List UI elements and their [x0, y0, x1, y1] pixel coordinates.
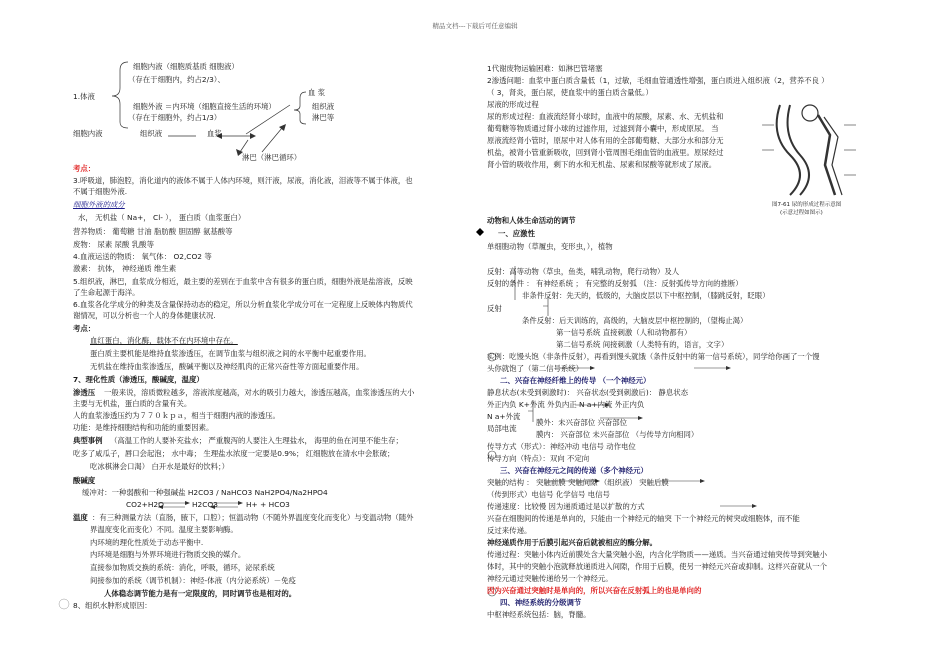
text-line: 直接参加物质交换的系统：消化，呼吸，循环，泌尿系统 — [90, 563, 275, 572]
text-line: 5.组织液，淋巴，血浆成分相近，最主要的差别在于血浆中含有很多的蛋白质，细胞外液是盐溶液，反映 — [73, 277, 413, 286]
text-line: 尿液的形成过程 — [487, 100, 539, 109]
text-line: 营养物质： 葡萄糖 甘油 脂肪酸 胆固醇 氨基酸等 — [73, 227, 233, 236]
text-line: 内环境的理化性质处于动态平衡中. — [90, 538, 204, 547]
text-line: 头你就饱了（第二信号系统） — [487, 364, 584, 373]
text-line: 吃多了咸瓜子，唇口会起泡； 水中毒； 生理盐水浓度一定要是0.9%； 红细胞放在清水中会胀破； — [73, 449, 395, 458]
figure-caption: 图7-61 尿的形成过程示意图 — [772, 202, 842, 208]
text-line: 局部电流 — [487, 424, 517, 433]
text-line: （高温工作的人要补充盐水； 严重腹泻的人要注入生理盐水， 海里的鱼在河里不能生存； — [110, 436, 403, 445]
text-line: 细胞内液 — [73, 129, 103, 138]
text-line: 传导方向（特点）：双向 不定向 — [487, 454, 590, 463]
text-line: 蛋白质主要机能是维持血浆渗透压，在调节血浆与组织液之间的水平衡中起重要作用。 — [90, 349, 371, 358]
text-line: 人的血浆渗透压约为７７０ｋｐａ，相当于细胞内液的渗透压。 — [73, 411, 280, 420]
text-line: 神经元通过突触传递给另一个神经元。 — [487, 574, 613, 583]
text-line: 中枢神经系统包括：脑，脊髓。 — [487, 610, 591, 619]
section-heading: 考点： — [73, 324, 96, 333]
text-line: 了生命起源于海洋。 — [73, 288, 140, 297]
text-line: 1.体液 — [73, 92, 95, 101]
text-line: 反射：高等动物（草虫，鱼类，哺乳动物，爬行动物）及人 — [487, 267, 680, 276]
section-heading: 二、兴奋在神经纤维上的传导 （一个神经元） — [500, 376, 651, 385]
section-heading: 一、应激性 — [498, 229, 535, 238]
text-line: 吃冰棋淋会口渴） 白开水是最好的饮料；） — [90, 462, 230, 471]
text-line: 谢情况，可以分析也一个人的身体健康状况. — [73, 311, 216, 320]
highlight-line: 因为兴奋通过突触时是单向的，所以兴奋在反射弧上的也是单向的 — [487, 586, 702, 595]
text-line: 8、组织水肿形成原因： — [73, 601, 152, 610]
text-line: 实例：吃馒头饱（非条件反射），再看到馒头就饿（条件反射中的第一信号系统），同学给你画了一个馒 — [487, 352, 820, 361]
text-line: 第一信号系统 直接刺激（人和动物都有） — [556, 328, 692, 337]
text-line: 静息状态(未受到刺激时)： 兴奋状态(受到刺激后)： 静息状态 — [487, 388, 689, 397]
term-label: 渗透压 — [73, 388, 96, 397]
text-line: 细胞内液（细胞质基质 细胞液） — [133, 62, 239, 71]
text-line: 水， 无机盐（ Na+， Cl- ）， 蛋白质（血浆蛋白） — [78, 213, 246, 222]
text-line: 血浆 — [207, 129, 222, 138]
equation-term: CO2+H2O — [126, 500, 164, 509]
text-line: 反射 — [487, 304, 502, 313]
text-line: 第二信号系统 间接刺激（人类特有的，语言，文字） — [556, 340, 729, 349]
text-line: 间接参加的系统（调节机制）：神经-体液（内分泌系统）－免疫 — [90, 576, 296, 585]
text-line: 单细胞动物（草履虫，变形虫，），植物 — [487, 242, 613, 251]
text-line: 1代谢废物运输困难：如淋巴管堵塞 — [487, 64, 603, 73]
text-line: 肾小管的吸收作用，剩下的水和无机盐、尿素和尿酸等就形成了尿液。 — [487, 160, 717, 169]
text-line: 尿的形成过程：血液流经肾小球时，血液中的尿酸，尿素、水、无机盐和 — [487, 112, 724, 121]
text-line: 不属于细胞外液. — [73, 187, 128, 196]
text-line: 机盐，被肾小管重新吸收，回到肾小管周围毛细血管的血液里。原尿经过 — [487, 148, 724, 157]
text-line: （传到形式）电信号 化学信号 电信号 — [487, 490, 610, 499]
section-heading: 考点： — [73, 164, 96, 173]
text-line: 膜内： 兴奋部位 未兴奋部位 （与传导方向相同） — [536, 430, 699, 439]
equation-term: H2CO3 — [192, 500, 218, 509]
page-header: 精品文档---下载后可任意编辑 — [432, 22, 518, 30]
text-line: 废物： 尿素 尿酸 乳酸等 — [73, 240, 154, 249]
text-line: 血 浆 — [308, 88, 326, 97]
section-heading: 细胞外液的成分 — [73, 200, 125, 209]
text-line: 无机盐在维持血浆渗透压，酸碱平衡以及神经肌肉的正常兴奋性等方面起重要作用。 — [90, 362, 364, 371]
text-line: 膜外：未兴奋部位 兴奋部位 — [536, 418, 628, 427]
text-line: （ 3，肾炎，蛋白尿，使血浆中的蛋白质含量低。） — [487, 88, 653, 97]
term-label: 典型事例 — [73, 436, 103, 445]
text-line: N a+外流 — [487, 412, 521, 421]
text-line: 血红蛋白，消化酶，载体不在内环境中存在。 — [90, 336, 238, 345]
text-line: 淋巴（淋巴循环） — [242, 153, 302, 162]
section-heading: 三、兴奋在神经元之间的传递（多个神经元） — [500, 466, 648, 475]
text-line: 淋巴等 — [312, 113, 335, 122]
text-line: 一般来说，溶质微粒越多，溶液浓度越高，对水的吸引力越大，渗透压越高，血浆渗透压的大小 — [104, 388, 415, 397]
figure-caption: (示意过程如图示) — [780, 210, 823, 216]
text-line: 传递速度：比较慢 因为递质通过是以扩散的方式 — [487, 502, 645, 511]
term-label: 酸碱度 — [73, 476, 96, 485]
text-line: 4.血液运送的物质： 氧气体： O2,CO2 等 — [73, 252, 212, 261]
text-line: 6.血浆各化学成分的种类及含量保持动态的稳定，所以分析血浆化学成分可在一定程度上反映体内物质代 — [73, 300, 413, 309]
text-line: 传递过程：突触小体内近前膜处含大量突触小泡，内含化学物质——递质。当兴奋通过轴突传导到突触小 — [487, 550, 827, 559]
text-line: 细胞外液 ＝内环境（细胞直接生活的环境） — [133, 102, 276, 111]
equation-term: H+ + HCO3 — [246, 500, 290, 509]
text-line: 反过来传递。 — [487, 526, 532, 535]
text-line: 2渗透问题：血浆中蛋白质含量低（1，过敏，毛细血管通透性增强，蛋白质进入组织液（2，营养不良 ） — [487, 76, 829, 85]
text-line: 人体稳态调节能力是有一定限度的，同时调节也是相对的。 — [104, 589, 297, 598]
text-line: 原液流经肾小管时，原尿中对人体有用的全部葡萄糖、大部分水和部分无 — [487, 136, 724, 145]
text-line: 外正内负 K+外流 外负内正 N a+内流 外正内负 — [487, 400, 645, 409]
section-heading: 7、理化性质（渗透压，酸碱度，温度） — [73, 375, 204, 384]
text-line: ：有三种测量方法（直肠，腋下，口腔）；恒温动物（不随外界温度变化而变化）与变温动物（随外 — [92, 513, 414, 522]
text-line: 激素： 抗体， 神经递质 维生素 — [73, 264, 177, 273]
text-line: 神经递质作用于后膜引起兴奋后就被相应的酶分解。 — [487, 538, 657, 547]
section-heading: 四、神经系统的分级调节 — [500, 598, 582, 607]
text-line: 突触的结构 ： 突触前膜 突触间隙 （组织液） 突触后膜 — [487, 478, 669, 487]
text-line: 非条件反射：先天的，低级的，大脑皮层以下中枢控制，（膝跳反射，眨眼） — [522, 291, 770, 300]
text-line: 界温度变化而变化）不同。温度主要影响酶。 — [90, 525, 238, 534]
text-line: 条件反射：后天训练的，高级的，大脑皮层中枢控制的，（望梅止渴） — [522, 316, 748, 325]
text-line: 反射的条件 ： 有神经系统 ； 有完整的反射弧 （注：反射弧传导方向的推断） — [487, 279, 743, 288]
text-line: 功能：是维持细胞结构和功能的重要因素。 — [73, 423, 214, 432]
text-line: 葡萄糖等物质通过肾小球的过滤作用，过滤到肾小囊中，形成原尿。 当 — [487, 124, 719, 133]
text-line: 传导方式（形式）：神经冲动 电信号 动作电位 — [487, 442, 636, 451]
text-line: 缓冲对：一种弱酸和一种强碱盐 H2CO3 / NaHCO3 NaH2PO4/Na2HPO4 — [82, 488, 328, 497]
text-line: 体时，其中的突触小泡就释放递质进入间隙，作用于后膜，使另一神经元兴奋或抑制。这样兴奋就从一个 — [487, 562, 827, 571]
term-label: 温度 — [73, 513, 88, 522]
section-heading: 动物和人体生命活动的调节 — [487, 216, 576, 225]
text-line: 组织液 — [312, 102, 335, 111]
text-line: （存在于细胞外，约占1/3） — [128, 113, 222, 122]
text-line: 组织液 — [140, 129, 163, 138]
text-line: 3.呼吸道，肺泡腔，消化道内的液体不属于人体内环境，则汗液，尿液，消化液，泪液等不属于体液，也 — [73, 176, 413, 185]
text-line: 主要与无机盐，蛋白质的含量有关。 — [73, 399, 192, 408]
text-line: 内环境是细胞与外界环境进行物质交换的媒介。 — [90, 550, 246, 559]
text-line: 兴奋在细胞间的传递是单向的，只能由一个神经元的轴突 下一个神经元的树突或细胞体，而不能 — [487, 514, 800, 523]
text-line: （存在于细胞内，约占2/3）、 — [128, 75, 225, 84]
